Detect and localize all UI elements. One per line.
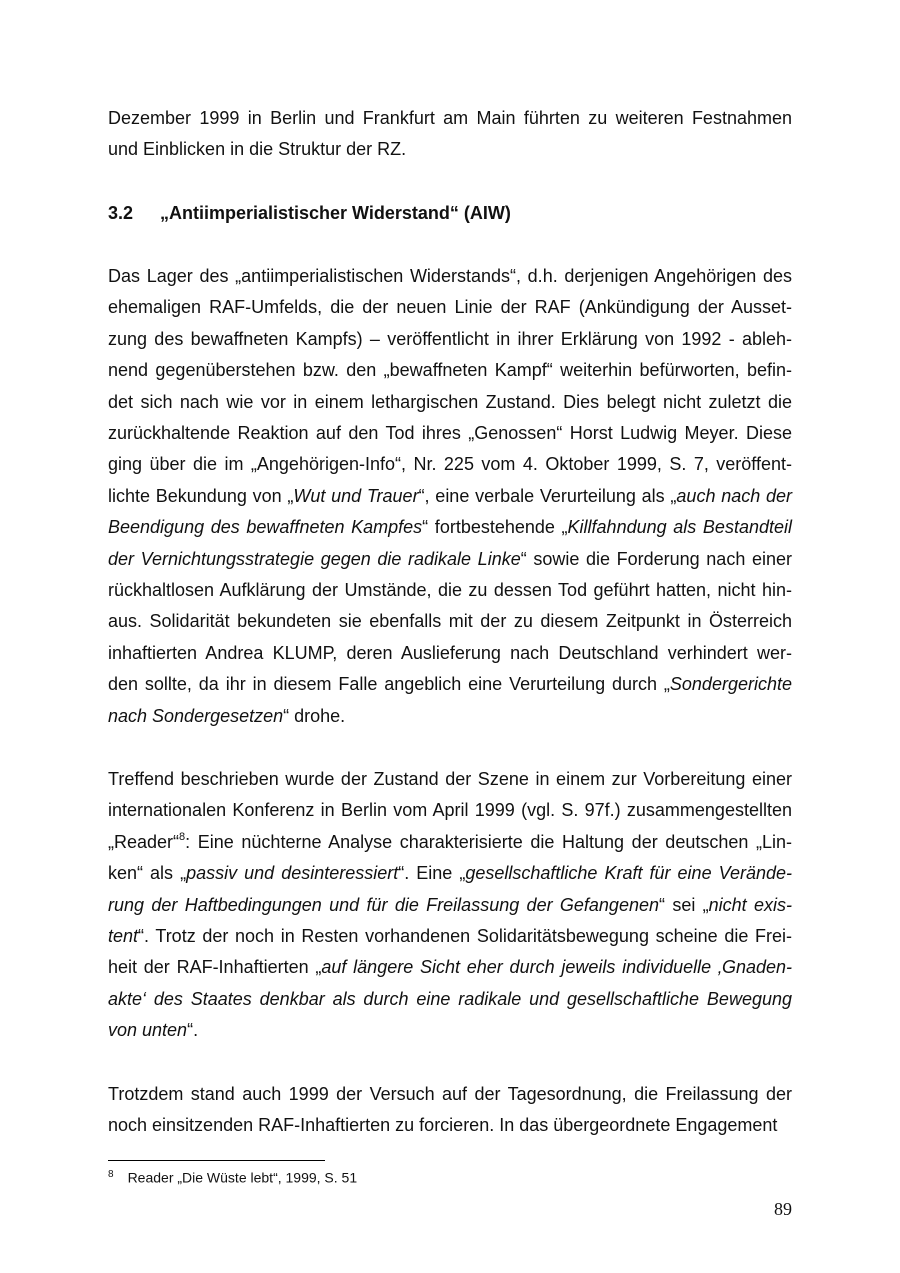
text-segment: zurückhaltende Reaktion auf den Tod ihres „Genossen“ Horst Ludwig Meyer. Diese [108, 423, 792, 443]
text-line [108, 579, 792, 601]
text-line [108, 453, 792, 475]
text-line [108, 988, 792, 1010]
text-segment: Das Lager des „antiimperialistischen Widerstands“, d.h. derjenigen Angehörigen des [108, 266, 792, 286]
text-line [108, 359, 792, 381]
footnote-divider [108, 1160, 325, 1161]
footnote-number: 8 [108, 1169, 114, 1180]
text-segment: “. Eine „ [398, 863, 466, 883]
text-segment: “ fortbestehende „ [422, 517, 568, 537]
text-line [108, 138, 406, 160]
italic-quote: rung der Haftbedingungen und für die Freilassung der Gefangenen [108, 895, 659, 915]
section-number: 3.2 [108, 203, 134, 223]
text-segment: “ sei „ [659, 895, 709, 915]
text-line [108, 610, 792, 632]
italic-quote: passiv und desinteressiert [186, 863, 399, 883]
italic-quote: tent [108, 926, 139, 946]
text-line [108, 391, 792, 413]
text-segment: den sollte, da ihr in diesem Falle angeblich eine Verurteilung durch „ [108, 674, 670, 694]
italic-quote: gesellschaftliche Kraft für eine Verände- [465, 863, 792, 883]
italic-quote: auch nach der [676, 486, 792, 506]
text-line [108, 548, 792, 570]
footnote-text: Reader „Die Wüste lebt“, 1999, S. 51 [127, 1169, 358, 1186]
italic-quote: Killfahndung als Bestandteil [567, 517, 792, 537]
text-segment: : Eine nüchterne Analyse charakterisierte die Haltung der deutschen „Lin- [185, 832, 792, 852]
italic-quote: nicht exis- [708, 895, 793, 915]
text-line [108, 1083, 792, 1105]
italic-quote: nach Sondergesetzen [108, 706, 284, 726]
text-segment: heit der RAF-Inhaftierten „ [108, 957, 322, 977]
text-line [108, 831, 792, 853]
footnote-ref: 8 [179, 831, 186, 843]
italic-quote: der Vernichtungsstrategie gegen die radikale Linke [108, 549, 521, 569]
italic-quote: akte‘ des Staates denkbar als durch eine radikale und gesellschaftliche Bewegung [108, 989, 792, 1009]
text-line [108, 673, 792, 695]
text-segment: nend gegenüberstehen bzw. den „bewaffneten Kampf“ weiterhin befürworten, befin- [108, 360, 792, 380]
italic-quote: Sondergerichte [669, 674, 792, 694]
text-line [108, 1019, 198, 1041]
text-segment: Treffend beschrieben wurde der Zustand der Szene in einem zur Vorbereitung einer [108, 769, 792, 789]
italic-quote: Wut und Trauer [293, 486, 419, 506]
text-segment: zung des bewaffneten Kampfs) – veröffentlicht in ihrer Erklärung von 1992 - ableh- [108, 329, 792, 349]
text-line [108, 296, 792, 318]
text-segment: det sich nach wie vor in einem lethargischen Zustand. Dies belegt nicht zuletzt die [108, 392, 792, 412]
text-line [108, 925, 792, 947]
text-line [108, 862, 792, 884]
page-number: 89 [774, 1199, 792, 1219]
text-segment: “ sowie die Forderung nach einer [520, 549, 792, 569]
section-title: „Antiimperialistischer Widerstand“ (AIW) [160, 203, 511, 223]
text-line [108, 705, 345, 727]
text-segment: lichte Bekundung von „ [108, 486, 294, 506]
text-segment: Dezember 1999 in Berlin und Frankfurt am Main führten zu weiteren Festnahmen [108, 108, 792, 128]
text-line [108, 799, 792, 821]
text-line [108, 894, 792, 916]
text-line [108, 1114, 777, 1136]
text-line [108, 956, 792, 978]
footnote [108, 1169, 357, 1186]
italic-quote: Beendigung des bewaffneten Kampfes [108, 517, 423, 537]
text-line [108, 328, 792, 350]
text-line [108, 768, 792, 790]
text-line [108, 265, 792, 287]
text-segment: „Reader“ [108, 832, 180, 852]
text-segment: “. Trotz der noch in Resten vorhandenen Solidaritätsbewegung scheine die Frei- [138, 926, 792, 946]
text-segment: aus. Solidarität bekundeten sie ebenfalls mit der zu diesem Zeitpunkt in Österreich [108, 611, 792, 631]
text-segment: ging über die im „Angehörigen-Info“, Nr. 225 vom 4. Oktober 1999, S. 7, veröffent- [108, 454, 792, 474]
text-segment: Trotzdem stand auch 1999 der Versuch auf der Tagesordnung, die Freilassung der [108, 1084, 792, 1104]
text-segment: “ drohe. [283, 706, 346, 726]
text-segment: ehemaligen RAF-Umfelds, die der neuen Linie der RAF (Ankündigung der Ausset- [108, 297, 792, 317]
text-segment: internationalen Konferenz in Berlin vom April 1999 (vgl. S. 97f.) zusammengestellten [108, 800, 792, 820]
text-segment: ken“ als „ [108, 863, 187, 883]
italic-quote: auf längere Sicht eher durch jeweils individuelle ‚Gnaden- [321, 957, 792, 977]
italic-quote: von unten [108, 1020, 188, 1040]
text-line [108, 422, 792, 444]
text-line [108, 107, 792, 129]
text-segment: rückhaltlosen Aufklärung der Umstände, die zu dessen Tod geführt hatten, nicht hin- [108, 580, 792, 600]
text-segment: inhaftierten Andrea KLUMP, deren Auslieferung nach Deutschland verhindert wer- [108, 643, 792, 663]
text-line [108, 642, 792, 664]
text-line [108, 516, 792, 538]
text-line [108, 485, 792, 507]
text-segment: und Einblicken in die Struktur der RZ. [108, 139, 407, 159]
text-segment: “, eine verbale Verurteilung als „ [418, 486, 677, 506]
text-segment: “. [187, 1020, 199, 1040]
text-segment: noch einsitzenden RAF-Inhaftierten zu forcieren. In das übergeordnete Engagement [108, 1115, 778, 1135]
